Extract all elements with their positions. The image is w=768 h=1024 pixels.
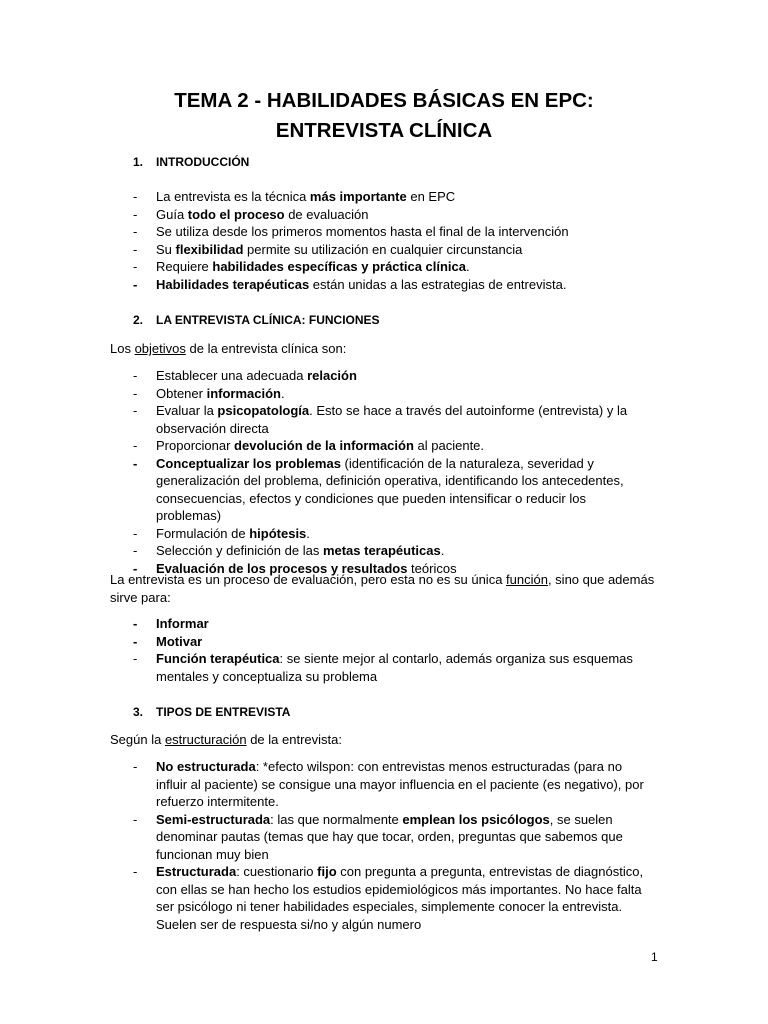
intro-list [0,188,660,293]
item-text: están unidas a las estrategias de entrevista. [309,276,567,292]
list-item [0,367,650,385]
item-text: en EPC [406,189,456,204]
list-item [0,633,650,651]
list-item [0,650,650,685]
para-text: La entrevista es un proceso de evaluación, pero esta no es su única [110,572,507,587]
section-heading-introduccion [133,154,249,172]
section-heading-tipos [133,704,290,722]
item-text: con pregunta a pregunta, entrevistas de diagnóstico, con ellas se han hecho los estudios epidemiológicos más importantes. No hace falta ser psicólogo ni tener habilidades especiales, simplemente conocer la entrevista. Suelen ser de respuesta si/no y algún numero [156,864,644,932]
item-bold: devolución de la información [234,438,414,453]
dash-bullet: - [133,224,138,239]
para-text: Según la [110,732,165,747]
para-text: de la entrevista clínica son: [185,341,347,356]
list-item [0,206,650,224]
item-bold: metas terapéuticas [322,543,441,558]
item-text: : *efecto wilspon: con entrevistas menos estructuradas (para no influir al paciente) se consigue una mayor influencia en el paciente (es negativo), por refuerzo intermitente. [156,759,644,809]
dash-bullet: - [133,651,138,666]
item-bold: todo el proceso [187,206,285,222]
item-text: permite su utilización en cualquier circunstancia [243,241,523,257]
dash-bullet: - [133,455,138,471]
item-text: Requiere [156,259,213,274]
list-item [0,188,650,206]
document-title: TEMA 2 - HABILIDADES BÁSICAS EN EPC: ENTREVISTA CLÍNICA [174,89,594,142]
item-text: teóricos [407,560,457,576]
list-item [0,402,650,437]
list-item [0,542,650,560]
list-item [0,811,650,864]
item-bold: más importante [309,189,407,204]
section-heading-text: INTRODUCCIÓN [156,155,250,169]
funcion-list [0,615,660,685]
para-text: de la entrevista: [246,732,342,747]
item-bold: hipótesis [249,525,307,541]
item-text: Su [156,241,176,257]
item-text: Se utiliza desde los primeros momentos hasta el final de la intervención [156,224,569,239]
dash-bullet: - [133,759,138,774]
para-text: Los [110,341,135,356]
section-number: 1. [133,155,144,169]
item-text: . [306,525,310,541]
list-item [0,525,650,543]
page-number: 1 [651,950,658,964]
item-bold: flexibilidad [175,241,244,257]
list-item [0,223,650,241]
section-number: 2. [133,313,144,327]
list-item [0,615,650,633]
dash-bullet: - [133,616,138,631]
item-text: Formulación de [156,525,250,541]
dash-bullet: - [133,241,138,257]
section-heading-funciones [133,312,380,330]
item-text: Evaluar la [156,403,218,418]
list-item [0,241,650,259]
list-item [0,258,650,276]
dash-bullet: - [133,259,138,274]
tipos-list [0,758,660,933]
item-bold: Habilidades terapéuticas [156,276,310,292]
para-text: , sino que además sirve para: [110,572,655,605]
list-item [0,385,650,403]
item-text: Establecer una adecuada [156,368,308,383]
item-bold: No estructurada [156,759,256,774]
section-number: 3. [133,705,144,719]
dash-bullet: - [133,560,138,576]
dash-bullet: - [133,368,138,383]
dash-bullet: - [133,864,138,879]
item-text: al paciente. [413,438,485,453]
dash-bullet: - [133,403,138,418]
item-bold: psicopatología [217,403,310,418]
dash-bullet: - [133,633,138,649]
item-text: (identificación de la naturaleza, severidad y generalización del problema, definición operativa, identificando los antecedentes, consecuencias, efectos y condiciones que pueden intensificar o reducir los problemas) [156,455,624,523]
item-text: Obtener [156,385,207,401]
para-underlined: objetivos [134,341,186,356]
item-bold: emplean los psicólogos [402,811,550,827]
item-text: Proporcionar [156,438,235,453]
item-bold: Estructurada [156,864,237,879]
item-text: . [281,385,285,401]
list-item [0,758,650,811]
item-bold: relación [307,368,357,383]
item-text: , se suelen denominar pautas (temas que hay que tocar, orden, preguntas que sabemos que funcionan muy bien [156,811,623,862]
dash-bullet: - [133,811,138,827]
funcion-paragraph [110,571,658,606]
item-bold: habilidades específicas y práctica clínica [212,259,467,274]
dash-bullet: - [133,206,138,222]
item-text: . [466,259,470,274]
section-heading-text: TIPOS DE ENTREVISTA [156,705,291,719]
dash-bullet: - [133,543,138,558]
item-text: : las que normalmente [270,811,403,827]
item-text: . [440,543,445,558]
list-item [0,863,650,933]
dash-bullet: - [133,525,138,541]
dash-bullet: - [133,438,138,453]
tipos-paragraph [110,731,658,749]
list-item [0,276,650,294]
item-text: Selección y definición de las [156,543,323,558]
item-text: Guía [156,206,188,222]
item-text: de evaluación [284,206,369,222]
item-bold: Conceptualizar los problemas [156,455,341,471]
list-item [0,455,650,525]
para-underlined: función [506,572,548,587]
item-text: La entrevista es la técnica [156,189,310,204]
item-bold: información [206,385,281,401]
item-text: : cuestionario [236,864,318,879]
item-bold: Semi-estructurada [156,811,271,827]
item-bold: fijo [317,864,337,879]
para-underlined: estructuración [164,732,247,747]
dash-bullet: - [133,385,138,401]
list-item [0,437,650,455]
section-heading-text: LA ENTREVISTA CLÍNICA: FUNCIONES [156,313,380,327]
item-bold: Evaluación de los procesos y resultados [156,560,408,576]
objetivos-list [0,367,660,577]
item-bold: Informar [156,616,209,631]
objetivos-paragraph [110,340,658,358]
item-text: . Esto se hace a través del autoinforme (entrevista) y la observación directa [156,403,628,436]
dash-bullet: - [133,276,138,292]
item-bold: Función terapéutica [156,651,280,666]
item-bold: Motivar [156,633,203,649]
item-text: : se siente mejor al contarlo, además organiza sus esquemas mentales y conceptualiza su problema [156,651,633,684]
dash-bullet: - [133,189,138,204]
